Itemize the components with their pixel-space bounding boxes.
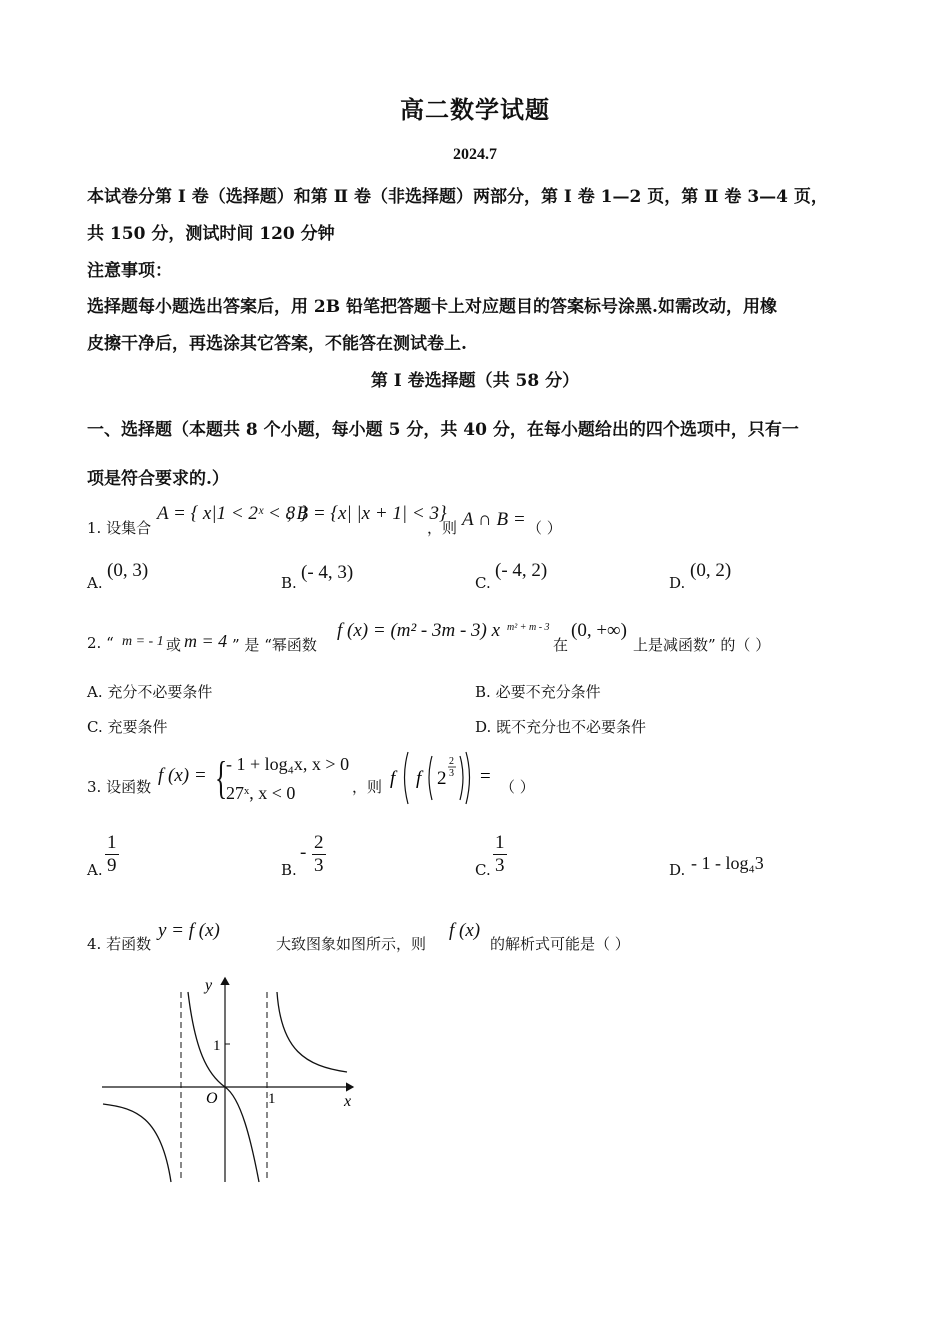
q2-interval: (0, +∞) bbox=[571, 620, 627, 641]
q3-expression-svg bbox=[386, 746, 496, 810]
q2-func: f (x) = (m² - 3m - 3) x bbox=[337, 620, 501, 641]
q1-option-c-label: C. bbox=[475, 574, 491, 592]
q1-option-b-value: (- 4, 3) bbox=[301, 562, 354, 583]
q2-option-d-text: 既不充分也不必要条件 bbox=[496, 718, 647, 736]
q3-paren-inner-right bbox=[460, 756, 463, 800]
q3-option-b-label: B. bbox=[281, 861, 297, 879]
q3-then: ，则 bbox=[352, 778, 383, 796]
q3-expr-f-outer: f bbox=[390, 768, 396, 789]
q1-option-b-label: B. bbox=[281, 574, 297, 592]
section-line-1: 一、选择题（本题共 8 个小题，每小题 5 分，共 40 分，在每小题给出的四个选项中，只有一 bbox=[87, 420, 799, 440]
q4-func: y = f (x) bbox=[158, 920, 220, 941]
q1-option-d-value: (0, 2) bbox=[690, 560, 732, 581]
q3-option-b-frac bbox=[312, 832, 326, 877]
q2-option-a bbox=[87, 681, 212, 702]
q2-option-a-text: 充分不必要条件 bbox=[107, 683, 213, 701]
notice-line-2: 皮擦干净后，再选涂其它答案，不能答在测试卷上. bbox=[87, 334, 467, 354]
q3-paren-outer-left bbox=[405, 752, 409, 804]
q3-expr-exp-den: 3 bbox=[449, 768, 454, 779]
q2-or: 或 bbox=[166, 636, 182, 654]
q2-option-c-label: C. bbox=[87, 718, 103, 736]
q1-option-d-label: D. bbox=[669, 574, 686, 592]
q2-option-b-label: B. bbox=[475, 683, 491, 701]
q3-expr-equals: = bbox=[480, 766, 491, 787]
q1-option-a-value: (0, 3) bbox=[107, 560, 149, 581]
q3-paren-inner-left bbox=[429, 756, 432, 800]
intro-line-1: 本试卷分第 I 卷（选择题）和第 Ⅱ 卷（非选择题）两部分，第 I 卷 1—2 页，第 Ⅱ 卷 3—4 页， bbox=[87, 187, 828, 207]
q2-suffix: 上是减函数” 的（ ） bbox=[633, 636, 771, 654]
q3-expr-exp-num: 2 bbox=[449, 756, 454, 767]
q3-option-b-num: 2 bbox=[314, 832, 324, 853]
q2-option-d bbox=[475, 716, 646, 737]
q3-case2: 27ˣ, x < 0 bbox=[226, 783, 296, 803]
q2-prefix: 2. “ bbox=[87, 634, 114, 652]
graph-y-label: y bbox=[205, 977, 213, 994]
part-title: 第 I 卷选择题（共 58 分） bbox=[370, 371, 580, 391]
q2-cond2: m = 4 bbox=[184, 631, 228, 651]
q3-expression bbox=[386, 746, 496, 814]
notice-label: 注意事项： bbox=[87, 261, 172, 281]
q3-option-c-den: 3 bbox=[495, 855, 505, 876]
q2-option-b bbox=[475, 681, 601, 702]
graph-origin-label: O bbox=[206, 1090, 218, 1107]
q2-option-b-text: 必要不充分条件 bbox=[495, 683, 601, 701]
q1-blank: （ ） bbox=[527, 519, 562, 537]
q1-option-c-value: (- 4, 2) bbox=[495, 560, 548, 581]
q4-graph-svg bbox=[95, 970, 365, 1190]
q3-expr-f-inner: f bbox=[416, 768, 422, 789]
q4-mid: 大致图象如图所示，则 bbox=[276, 935, 427, 953]
q4-prefix: 4. 若函数 bbox=[87, 935, 152, 953]
q3-paren-outer-right bbox=[466, 752, 470, 804]
q2-option-c bbox=[87, 716, 168, 737]
q3-option-c-num: 1 bbox=[495, 832, 505, 853]
notice-line-1: 选择题每小题选出答案后，用 2B 铅笔把答题卡上对应题目的答案标号涂黑.如需改动，用橡 bbox=[87, 297, 777, 317]
q3-option-a-num: 1 bbox=[107, 832, 117, 853]
q3-option-d-label: D. bbox=[669, 861, 686, 879]
q1-ask: A ∩ B = bbox=[462, 509, 526, 530]
q2-exponent: m² + m - 3 bbox=[507, 622, 550, 633]
q3-option-a-frac bbox=[105, 832, 119, 877]
q3-case1: - 1 + log₄x, x > 0 bbox=[226, 754, 350, 774]
q2-mid: ” 是 “幂函数 bbox=[232, 636, 317, 654]
q1-set-a: A = { x|1 < 2ˣ < 8 } bbox=[157, 503, 308, 524]
q1-then: ，则 bbox=[427, 519, 458, 537]
exam-date: 2024.7 bbox=[453, 146, 497, 163]
page-title: 高二数学试题 bbox=[400, 95, 550, 124]
curve-right-branch bbox=[277, 992, 347, 1072]
section-line-2: 项是符合要求的.） bbox=[87, 469, 229, 489]
q1-option-a-label: A. bbox=[87, 574, 103, 592]
q1-set-b: , B = {x| |x + 1| < 3} bbox=[287, 503, 447, 524]
q3-fname: f (x) = bbox=[158, 765, 207, 786]
q3-option-d-text: - 1 - log₄3 bbox=[691, 853, 764, 873]
q3-prefix: 3. 设函数 bbox=[87, 778, 152, 796]
q4-suffix: 的解析式可能是（ ） bbox=[490, 935, 630, 953]
q3-option-b-sign: - bbox=[300, 842, 307, 863]
q3-option-b-den: 3 bbox=[314, 855, 324, 876]
curve-left-branch bbox=[103, 1104, 171, 1182]
q3-option-a-den: 9 bbox=[107, 855, 117, 876]
q3-option-c-label: C. bbox=[475, 861, 491, 879]
graph-x-label: x bbox=[344, 1093, 352, 1110]
q4-func2: f (x) bbox=[449, 920, 481, 941]
q3-blank: （ ） bbox=[500, 778, 535, 796]
q1-prefix: 1. 设集合 bbox=[87, 519, 152, 537]
q3-expr-base: 2 bbox=[437, 768, 447, 789]
graph-x-tick-label: 1 bbox=[268, 1091, 276, 1107]
q2-option-c-text: 充要条件 bbox=[107, 718, 168, 736]
graph-y-tick-label: 1 bbox=[213, 1038, 221, 1054]
q3-option-c-frac bbox=[493, 832, 507, 877]
q4-graph bbox=[95, 970, 365, 1194]
q2-option-a-label: A. bbox=[87, 683, 103, 701]
intro-line-2: 共 150 分，测试时间 120 分钟 bbox=[87, 224, 335, 244]
q2-option-d-label: D. bbox=[475, 718, 492, 736]
q2-cond1: m = - 1 bbox=[122, 634, 164, 649]
q3-left-brace: { bbox=[215, 752, 228, 803]
q3-option-a-label: A. bbox=[87, 861, 103, 879]
q2-on: 在 bbox=[553, 636, 569, 654]
